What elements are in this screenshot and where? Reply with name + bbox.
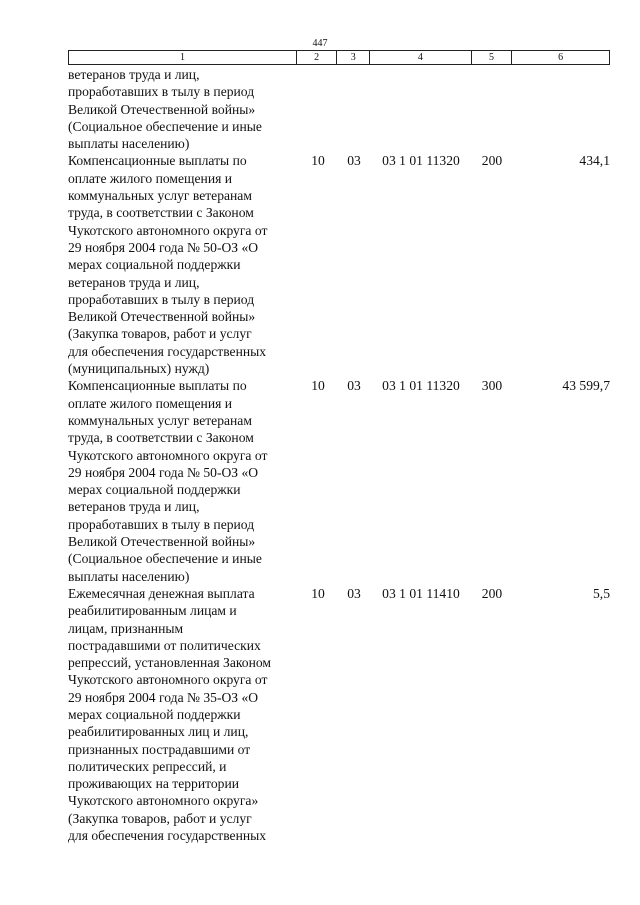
row-description	[68, 585, 298, 844]
column-header-table	[68, 50, 610, 65]
description-line: (Закупка товаров, работ и услуг	[68, 326, 252, 342]
description-line: 29 ноября 2004 года № 50-ОЗ «О	[68, 239, 259, 255]
description-line: проработавших в тылу в период	[68, 84, 255, 100]
section-code: 10	[311, 153, 325, 169]
description-line: Чукотского автономного округа от	[68, 447, 268, 463]
column-header-3: 3	[337, 51, 370, 65]
description-line: признанных пострадавшими от	[68, 741, 251, 757]
description-line: мерах социальной поддержки	[68, 257, 241, 273]
description-line: труда, в соответствии с Законом	[68, 430, 254, 446]
column-header-6: 6	[512, 51, 610, 65]
description-line: реабилитированным лицам и	[68, 603, 237, 619]
table-row	[68, 377, 610, 585]
amount: 5,5	[593, 585, 610, 601]
description-line: мерах социальной поддержки	[68, 482, 241, 498]
description-line: ветеранов труда и лиц,	[68, 499, 200, 515]
budget-table-body	[68, 66, 610, 844]
subsection-code: 03	[347, 378, 361, 394]
description-line: Чукотского автономного округа от	[68, 672, 268, 688]
description-line: Великой Отечественной войны»	[68, 101, 256, 117]
description-line: политических репрессий, и	[68, 758, 227, 774]
description-line: ветеранов труда и лиц,	[68, 67, 200, 82]
row-description	[68, 152, 298, 377]
description-line: Великой Отечественной войны»	[68, 309, 256, 325]
column-header-2: 2	[296, 51, 337, 65]
section-code: 10	[311, 378, 325, 394]
expense-type-code: 300	[481, 378, 503, 394]
description-line: выплаты населению)	[68, 568, 190, 584]
subsection-code: 03	[347, 585, 361, 601]
description-line: ветеранов труда и лиц,	[68, 274, 200, 290]
description-line: мерах социальной поддержки	[68, 706, 241, 722]
description-line: Великой Отечественной войны»	[68, 534, 256, 550]
description-line: 29 ноября 2004 года № 35-ОЗ «О	[68, 689, 259, 705]
description-line: для обеспечения государственных	[68, 343, 267, 359]
description-line: оплате жилого помещения и	[68, 170, 233, 186]
description-line: для обеспечения государственных	[68, 828, 267, 844]
description-line: 29 ноября 2004 года № 50-ОЗ «О	[68, 464, 259, 480]
description-line: (Закупка товаров, работ и услуг	[68, 810, 252, 826]
description-line: выплаты населению)	[68, 136, 190, 152]
table-row	[68, 66, 610, 152]
description-line: Чукотского автономного округа»	[68, 793, 259, 809]
expense-type-code: 200	[481, 585, 503, 601]
table-row	[68, 585, 610, 844]
column-header-row	[69, 51, 610, 65]
description-line: реабилитированных лиц и лиц,	[68, 724, 249, 740]
description-line: Компенсационные выплаты по	[68, 378, 247, 394]
row-description	[68, 377, 298, 585]
description-line: репрессий, установленная Законом	[68, 655, 271, 671]
table-row	[68, 152, 610, 377]
amount: 434,1	[579, 153, 610, 169]
target-article-code: 03 1 01 11410	[382, 585, 460, 601]
description-line: (муниципальных) нужд)	[68, 361, 210, 377]
page-number: 447	[312, 38, 328, 49]
column-header-5: 5	[471, 51, 512, 65]
description-line: оплате жилого помещения и	[68, 395, 233, 411]
description-line: труда, в соответствии с Законом	[68, 205, 254, 221]
description-line: Ежемесячная денежная выплата	[68, 585, 255, 601]
description-line: проработавших в тылу в период	[68, 291, 255, 307]
column-header-1: 1	[69, 51, 297, 65]
column-header-4: 4	[370, 51, 472, 65]
row-description	[68, 66, 298, 152]
description-line: коммунальных услуг ветеранам	[68, 188, 252, 204]
expense-type-code: 200	[481, 153, 503, 169]
description-line: проживающих на территории	[68, 776, 240, 792]
description-line: коммунальных услуг ветеранам	[68, 412, 252, 428]
description-line: (Социальное обеспечение и иные	[68, 118, 262, 134]
description-line: пострадавшими от политических	[68, 637, 261, 653]
amount: 43 599,7	[562, 378, 610, 394]
target-article-code: 03 1 01 11320	[382, 378, 460, 394]
description-line: проработавших в тылу в период	[68, 516, 255, 532]
description-line: Компенсационные выплаты по	[68, 153, 247, 169]
description-line: Чукотского автономного округа от	[68, 222, 268, 238]
subsection-code: 03	[347, 153, 361, 169]
description-line: (Социальное обеспечение и иные	[68, 551, 262, 567]
description-line: лицам, признанным	[68, 620, 184, 636]
target-article-code: 03 1 01 11320	[382, 153, 460, 169]
section-code: 10	[311, 585, 325, 601]
